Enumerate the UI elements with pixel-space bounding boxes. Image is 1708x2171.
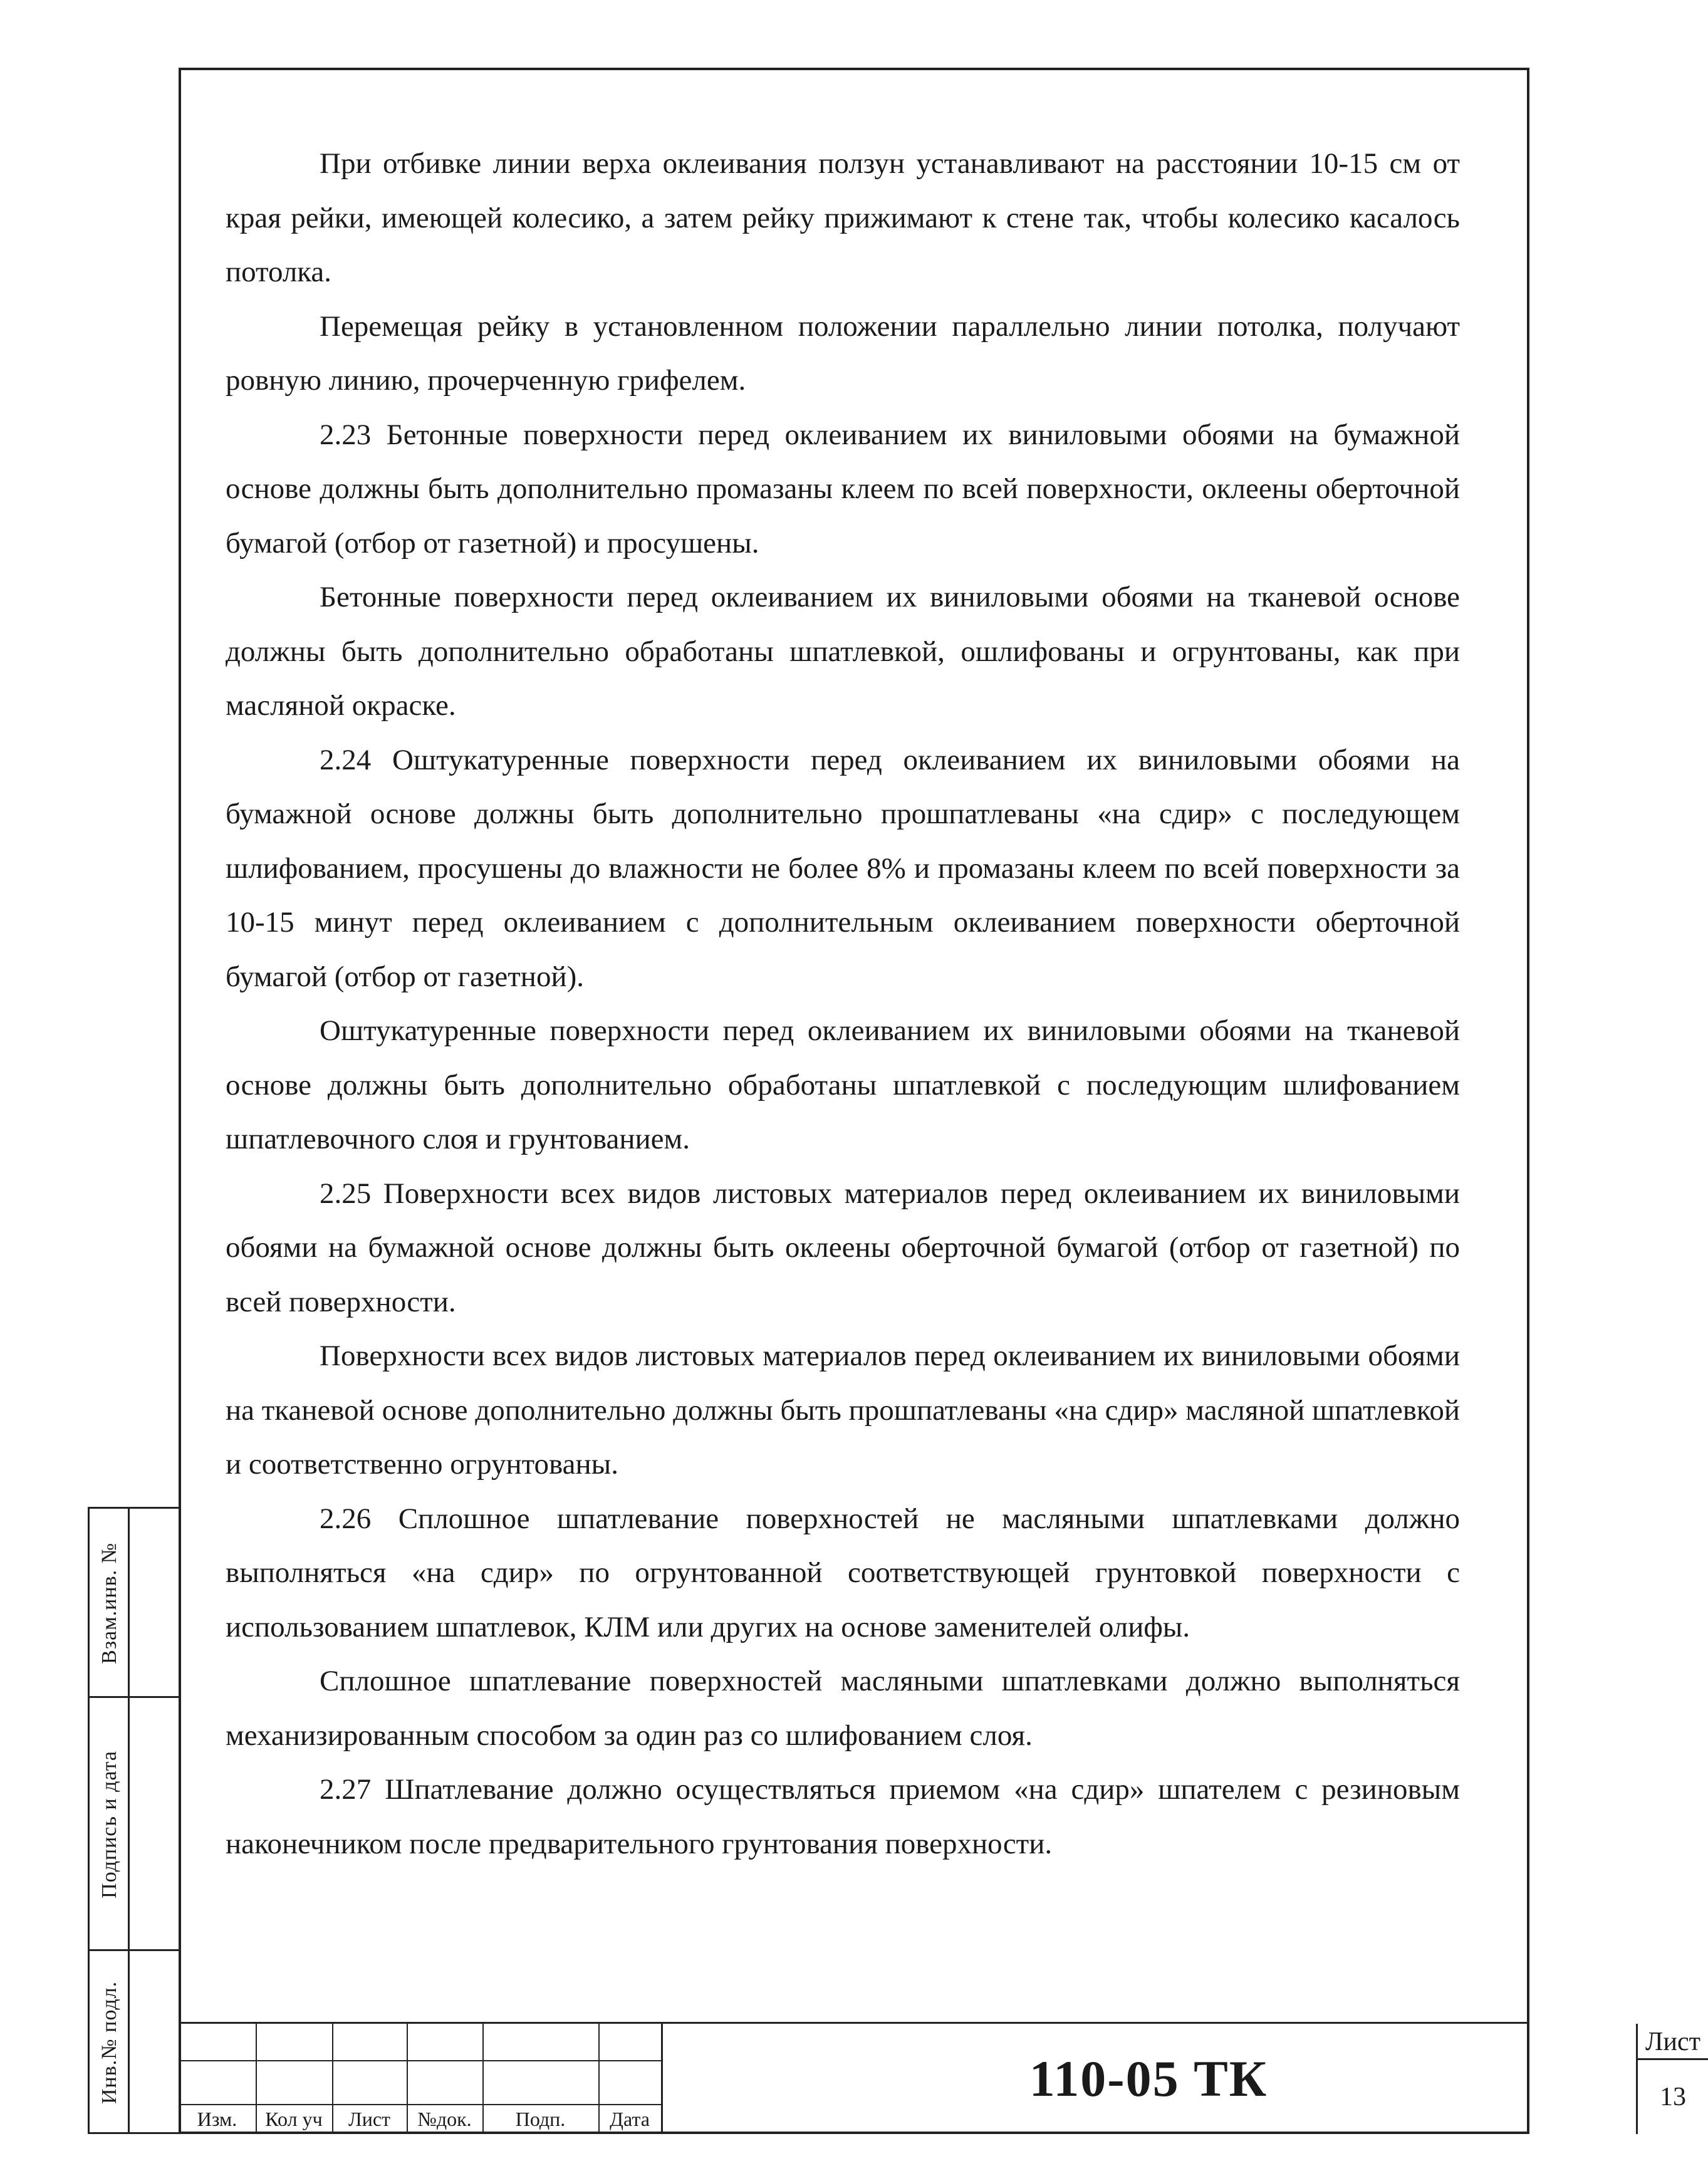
- zam-inv-label: Взам.инв. №: [98, 1542, 122, 1665]
- paragraph: 2.24 Оштукатуренные поверхности перед оклеиванием их виниловыми обоями на бумажной основе должны быть дополнительно прошпатлеваны «на сдир» с последующем шлифованием, просушены до влажности не более 8% и промазаны клеем по всей поверхности за 10-15 минут перед оклеиванием с дополнительным оклеиванием поверхности оберточной бумагой (отбор от газетной).: [226, 743, 1460, 993]
- grid-line: [179, 2060, 661, 2061]
- header-list: Лист: [348, 2108, 390, 2130]
- sheet-label: Лист: [1638, 2024, 1708, 2060]
- sheet-number: 13: [1660, 2083, 1686, 2111]
- paragraph: 2.27 Шпатлевание должно осуществляться приемом «на сдир» шпателем с резиновым наконечником после предварительного грунтования поверхности.: [226, 1773, 1460, 1860]
- podpis-data-label: Подпись и дата: [98, 1751, 121, 1898]
- header-ndok: №док.: [417, 2108, 472, 2130]
- paragraph: Поверхности всех видов листовых материалов перед оклеиванием их виниловыми обоями на тканевой основе дополнительно должны быть прошпатлеваны «на сдир» масляной шпатлевкой и соответственно огрунтованы.: [226, 1340, 1461, 1481]
- paragraph: 2.25 Поверхности всех видов листовых материалов перед оклеиванием их виниловыми обоями на бумажной основе должны быть оклеены оберточной бумагой (отбор от газетной) по всей поверхности.: [226, 1177, 1460, 1318]
- header-data: Дата: [610, 2108, 650, 2130]
- title-block: [179, 2022, 1700, 2134]
- paragraph: Сплошное шпатлевание поверхностей масляными шпатлевками должно выполняться механизированным способом за один раз со шлифованием слоя.: [226, 1665, 1460, 1752]
- header-izm: Изм.: [197, 2108, 237, 2130]
- paragraph: 2.23 Бетонные поверхности перед оклеиванием их виниловыми обоями на бумажной основе должны быть дополнительно промазаны клеем по всей поверхности, оклеены оберточной бумагой (отбор от газетной) и просушены.: [226, 418, 1460, 560]
- header-podp: Подп.: [515, 2108, 566, 2130]
- paragraph: При отбивке линии верха оклеивания ползун устанавливают на расстоянии 10-15 см от края рейки, имеющей колесико, а затем рейку прижимают к стене так, чтобы колесико касалось потолка.: [226, 147, 1460, 288]
- sheet-box: [1636, 2024, 1708, 2134]
- document-code: 110-05 ТК: [1029, 2050, 1268, 2107]
- document-body: [226, 137, 1460, 1871]
- revision-table: [179, 2024, 661, 2134]
- paragraph: Оштукатуренные поверхности перед оклеиванием их виниловыми обоями на тканевой основе должны быть дополнительно обработаны шпатлевкой с последующим шлифованием шпатлевочного слоя и грунтованием.: [226, 1014, 1460, 1155]
- paragraph: Бетонные поверхности перед оклеиванием их виниловыми обоями на тканевой основе должны быть дополнительно обработаны шпатлевкой, ошлифованы и огрунтованы, как при масляной окраске.: [226, 581, 1460, 722]
- inv-podl-label: Инв.№ подл.: [98, 1981, 122, 2105]
- paragraph: Перемещая рейку в установленном положении параллельно линии потолка, получают ровную линию, прочерченную грифелем.: [226, 310, 1460, 397]
- paragraph: 2.26 Сплошное шпатлевание поверхностей не масляными шпатлевками должно выполняться «на сдир» по огрунтованной соответствующей грунтовкой поверхности с использованием шпатлевок, КЛМ или других на основе заменителей олифы.: [226, 1502, 1460, 1643]
- side-stamp: [88, 1507, 179, 2134]
- header-kol-uch: Кол уч: [265, 2108, 323, 2130]
